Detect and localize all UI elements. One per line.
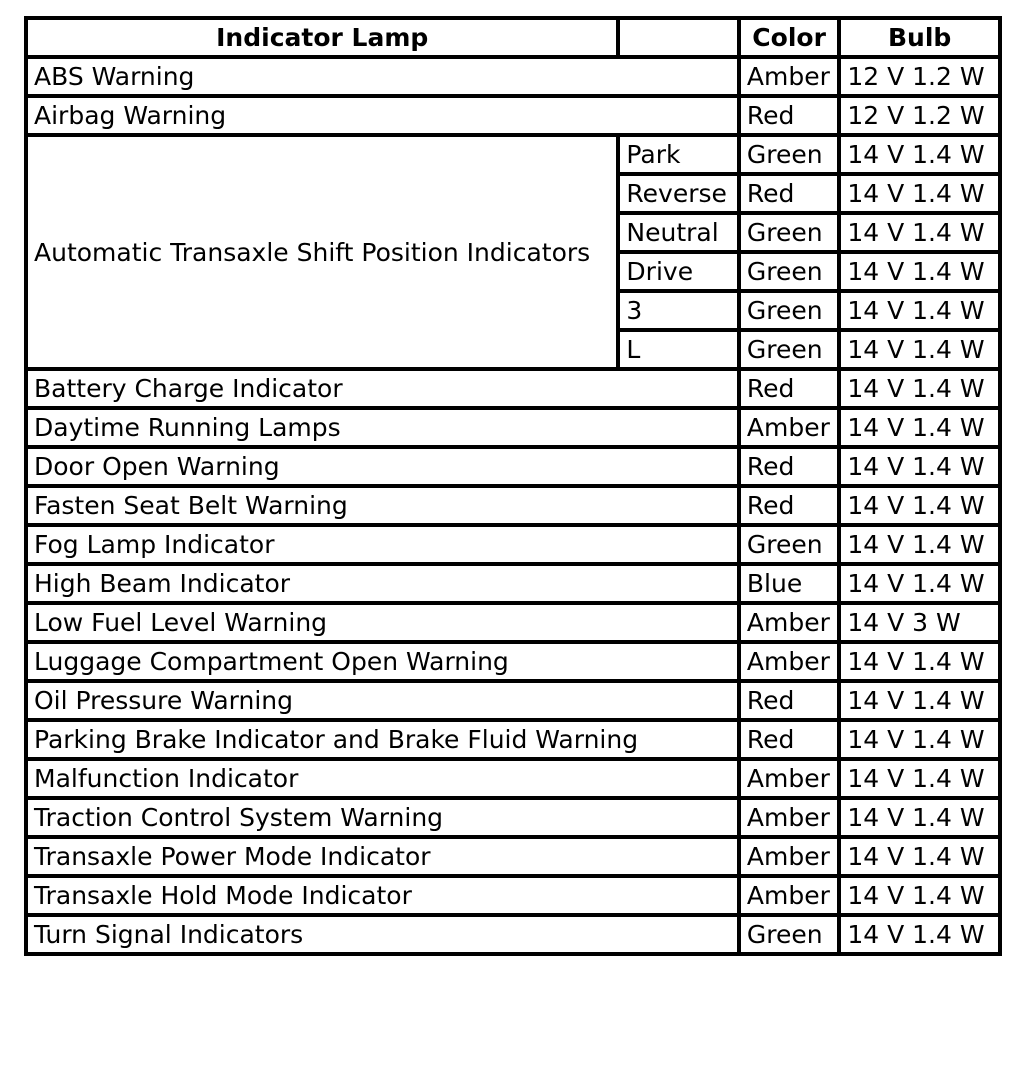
table-row [26,96,1000,135]
lamp-name: Oil Pressure Warning [26,681,739,720]
lamp-color: Red [739,369,839,408]
lamp-color: Amber [739,642,839,681]
lamp-name: Fog Lamp Indicator [26,525,739,564]
lamp-color: Amber [739,603,839,642]
table-row [26,642,1000,681]
lamp-name: High Beam Indicator [26,564,739,603]
lamp-bulb: 14 V 1.4 W [839,837,1000,876]
lamp-name: Airbag Warning [26,96,739,135]
lamp-color: Red [739,174,839,213]
table-row [26,525,1000,564]
table-row [26,720,1000,759]
lamp-name: Fasten Seat Belt Warning [26,486,739,525]
lamp-color: Green [739,525,839,564]
table-header-row [26,18,1000,57]
lamp-bulb: 14 V 3 W [839,603,1000,642]
header-indicator-lamp: Indicator Lamp [26,18,618,57]
lamp-bulb: 14 V 1.4 W [839,486,1000,525]
lamp-bulb: 14 V 1.4 W [839,369,1000,408]
table-row [26,564,1000,603]
lamp-name: Malfunction Indicator [26,759,739,798]
lamp-color: Green [739,252,839,291]
lamp-bulb: 14 V 1.4 W [839,252,1000,291]
lamp-name: Daytime Running Lamps [26,408,739,447]
lamp-color: Green [739,291,839,330]
header-empty [618,18,738,57]
table-row [26,408,1000,447]
lamp-bulb: 14 V 1.4 W [839,681,1000,720]
lamp-bulb: 12 V 1.2 W [839,57,1000,96]
table-row [26,876,1000,915]
lamp-color: Red [739,96,839,135]
lamp-bulb: 14 V 1.4 W [839,447,1000,486]
table-row [26,837,1000,876]
lamp-color: Amber [739,876,839,915]
lamp-bulb: 14 V 1.4 W [839,408,1000,447]
lamp-color: Amber [739,798,839,837]
indicator-lamp-table [24,16,1002,956]
lamp-bulb: 14 V 1.4 W [839,291,1000,330]
table-row [26,798,1000,837]
lamp-bulb: 14 V 1.4 W [839,642,1000,681]
lamp-color: Amber [739,837,839,876]
lamp-color: Blue [739,564,839,603]
table-row [26,603,1000,642]
lamp-name: Low Fuel Level Warning [26,603,739,642]
lamp-color: Amber [739,408,839,447]
lamp-bulb: 14 V 1.4 W [839,759,1000,798]
lamp-bulb: 14 V 1.4 W [839,564,1000,603]
lamp-color: Red [739,720,839,759]
lamp-color: Red [739,486,839,525]
lamp-color: Red [739,447,839,486]
lamp-name: Door Open Warning [26,447,739,486]
lamp-bulb: 14 V 1.4 W [839,135,1000,174]
lamp-bulb: 14 V 1.4 W [839,174,1000,213]
lamp-bulb: 14 V 1.4 W [839,915,1000,954]
shift-position: L [618,330,738,369]
shift-position: Neutral [618,213,738,252]
lamp-color: Amber [739,759,839,798]
lamp-color: Amber [739,57,839,96]
header-color: Color [739,18,839,57]
lamp-name: ABS Warning [26,57,739,96]
shift-indicator-name: Automatic Transaxle Shift Position Indicators [26,135,618,369]
shift-position: Reverse [618,174,738,213]
table-row [26,681,1000,720]
lamp-color: Green [739,213,839,252]
lamp-color: Green [739,915,839,954]
lamp-bulb: 14 V 1.4 W [839,876,1000,915]
table-row [26,447,1000,486]
lamp-bulb: 14 V 1.4 W [839,798,1000,837]
lamp-bulb: 12 V 1.2 W [839,96,1000,135]
lamp-color: Green [739,330,839,369]
lamp-name: Transaxle Power Mode Indicator [26,837,739,876]
lamp-color: Red [739,681,839,720]
lamp-name: Parking Brake Indicator and Brake Fluid Warning [26,720,739,759]
shift-position: Park [618,135,738,174]
lamp-name: Traction Control System Warning [26,798,739,837]
table-row [26,57,1000,96]
shift-position: Drive [618,252,738,291]
lamp-name: Luggage Compartment Open Warning [26,642,739,681]
lamp-bulb: 14 V 1.4 W [839,720,1000,759]
lamp-bulb: 14 V 1.4 W [839,525,1000,564]
shift-position: 3 [618,291,738,330]
lamp-bulb: 14 V 1.4 W [839,330,1000,369]
header-bulb: Bulb [839,18,1000,57]
table-row [26,759,1000,798]
table-row [26,135,1000,174]
table-row [26,486,1000,525]
lamp-color: Green [739,135,839,174]
lamp-name: Transaxle Hold Mode Indicator [26,876,739,915]
lamp-name: Turn Signal Indicators [26,915,739,954]
table-row [26,915,1000,954]
lamp-name: Battery Charge Indicator [26,369,739,408]
lamp-bulb: 14 V 1.4 W [839,213,1000,252]
table-row [26,369,1000,408]
